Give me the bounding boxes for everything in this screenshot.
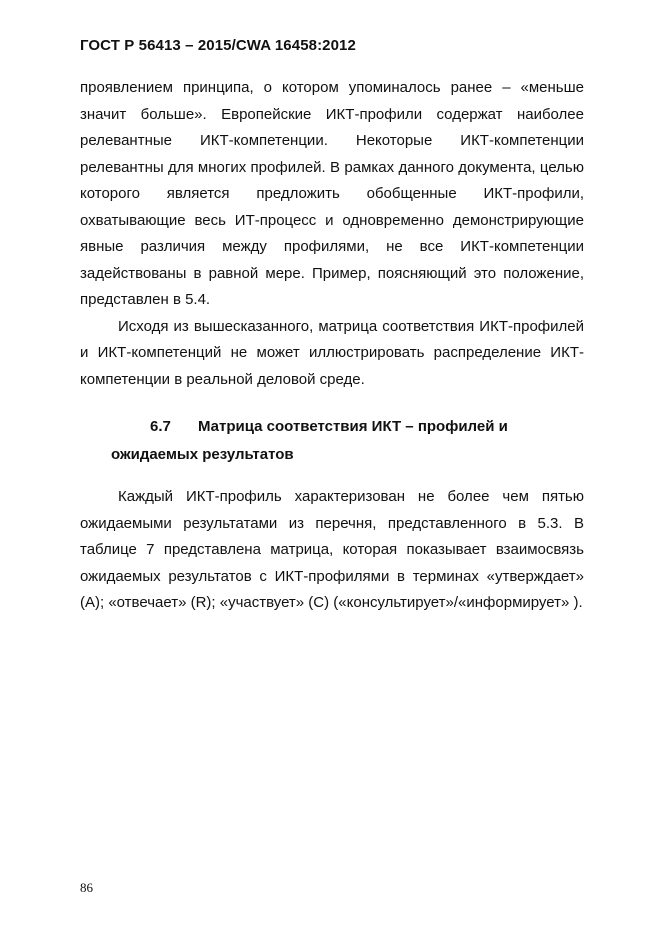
section-paragraph: Каждый ИКТ-профиль характеризован не более чем пятью ожидаемыми результатами из перечня, представленного в 5.3. В таблице 7 представлена матрица, которая показывает взаимосвязь ожидаемых результатов с ИКТ-профилями в терминах «утверждает» (A); «отвечает» (R); «участвует» (C) («консультирует»/«информирует» ). — [80, 488, 584, 611]
paragraph-continuation: проявлением принципа, о котором упоминалось ранее – «меньше значит больше». Европейские ИКТ-профили содержат наиболее релевантные ИКТ-компетенции. Некоторые ИКТ-компетенции релевантны для многих профилей. В рамках данного документа, целью которого является предложить обобщенные ИКТ-профили, охватывающие весь ИТ-процесс и одновременно демонстрирующие явные различия между профилями, не все ИКТ-компетенции задействованы в равной мере. Пример, поясняющий это положение, представлен в 5.4. — [80, 79, 584, 308]
page-header: ГОСТ Р 56413 – 2015/CWA 16458:2012 — [80, 37, 356, 54]
section-number: 6.7 — [150, 418, 171, 435]
section-title-line2: ожидаемых результатов — [111, 446, 294, 463]
section-title-line1: Матрица соответствия ИКТ – профилей и — [198, 418, 508, 435]
section-heading — [80, 413, 584, 469]
body-text-block — [80, 75, 584, 393]
page-number: 86 — [80, 880, 93, 895]
paragraph-conclusion: Исходя из вышесказанного, матрица соответствия ИКТ-профилей и ИКТ-компетенций не может иллюстрировать распределение ИКТ-компетенции в реальной деловой среде. — [80, 317, 584, 388]
section-body — [80, 484, 584, 617]
